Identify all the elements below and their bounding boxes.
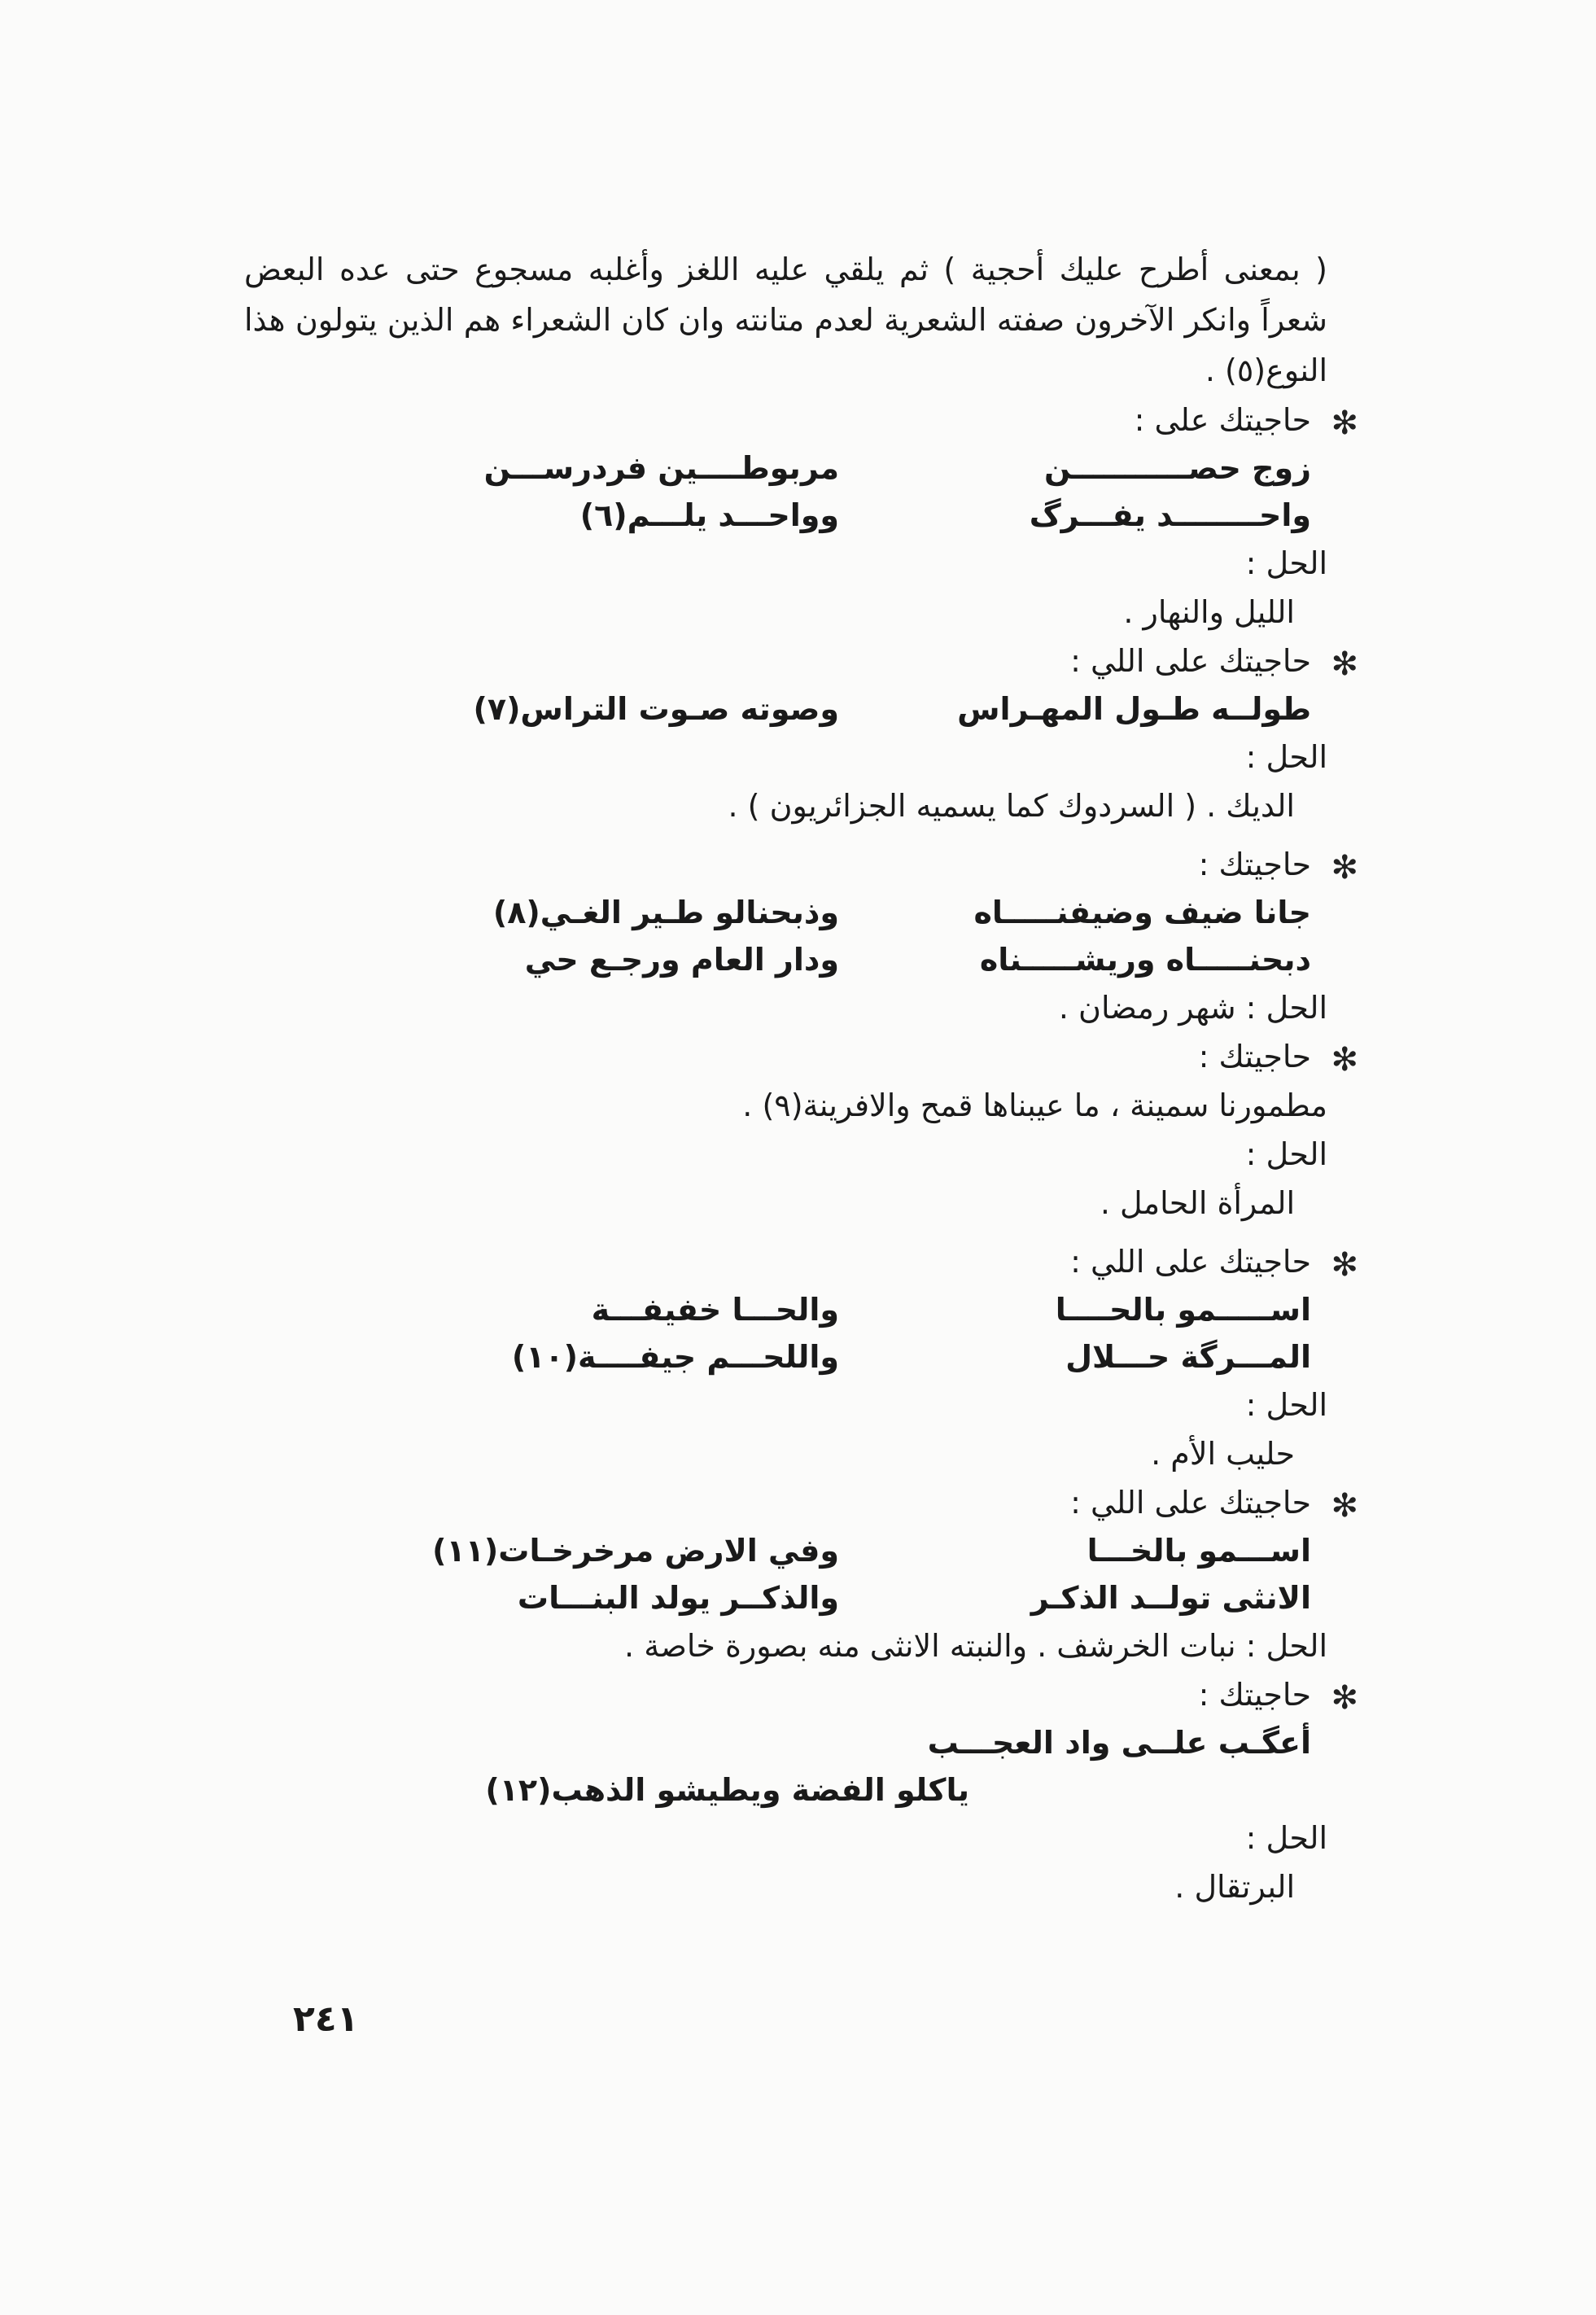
riddle-3-verse-1: [244, 889, 1327, 936]
riddle-6-verse-2: [244, 1574, 1327, 1621]
riddle-2-solution: الديك . ( السردوك كما يسميه الجزائريون ) .: [728, 788, 1295, 824]
riddle-6-solution-text: نبات الخرشف . والنبته الانثى منه بصورة خاصة .: [624, 1628, 1236, 1664]
riddle-1-verse-1-second-half: مربوطــــين فردرســـن: [483, 450, 839, 486]
page-number: ٢٤١: [293, 1998, 359, 2040]
riddle-7-line-1: [244, 1719, 1327, 1766]
asterisk-icon: ✻: [1331, 405, 1358, 442]
asterisk-icon: ✻: [1331, 1487, 1358, 1525]
riddle-6-opening-text: حاجيتك على اللي :: [1070, 1485, 1311, 1521]
riddle-6-opening: [244, 1478, 1358, 1527]
riddle-3-solution: [244, 983, 1327, 1032]
riddle-5-verse-2: [244, 1333, 1327, 1381]
intro-paragraph: ( بمعنى أطرح عليك أحجية ) ثم يلقي عليه اللغز وأغلبه مسجوع حتى عده البعض شعراً وانكر الآخرون صفته الشعرية لعدم متانته وان كان الشعراء هم الذين يتولون هذا النوع(٥) .: [244, 252, 1327, 388]
riddle-5-opening-text: حاجيتك على اللي :: [1070, 1244, 1311, 1280]
riddle-1-opening: [244, 396, 1358, 444]
asterisk-icon: ✻: [1331, 1041, 1358, 1079]
riddle-6-verse-1: [244, 1527, 1327, 1574]
riddle-2-verse-1: [244, 685, 1327, 733]
riddle-2-verse-1-first-half: طولــه طـول المهـراس: [957, 691, 1311, 727]
riddle-5-solution-label: الحل :: [1245, 1387, 1327, 1423]
riddle-6-verse-2-first-half: الانثى تولــد الذكـر: [1030, 1580, 1311, 1616]
riddle-1-verse-2: [244, 492, 1327, 539]
riddle-5-verse-1-second-half: والحـــا خفيفـــة: [591, 1292, 839, 1328]
asterisk-icon: ✻: [1331, 1679, 1358, 1717]
riddle-1-verse-1-first-half: زوج حصـــــــــــن: [1043, 450, 1311, 486]
riddle-3-verse-2-first-half: دبحنـــــاه وريشـــــناه: [979, 942, 1311, 978]
riddle-2-solution-label: الحل :: [1245, 739, 1327, 775]
riddle-2-verse-1-second-half: وصوته صـوت التراس(٧): [473, 691, 839, 727]
riddle-7-solution-label: الحل :: [1245, 1820, 1327, 1856]
riddle-6-verse-1-first-half: اســـمو بالخـــا: [1087, 1533, 1311, 1569]
riddle-1-solution: الليل والنهار .: [1123, 594, 1295, 630]
riddle-3-verse-2: [244, 936, 1327, 983]
riddle-2-opening-text: حاجيتك على اللي :: [1070, 643, 1311, 679]
riddle-7-opening-text: حاجيتك :: [1198, 1677, 1311, 1713]
riddle-5-verse-1: [244, 1286, 1327, 1333]
riddle-1-opening-text: حاجيتك على :: [1134, 402, 1311, 438]
riddle-7-opening: [244, 1670, 1358, 1719]
riddle-3-verse-1-first-half: جانا ضيف وضيفنـــــاه: [973, 895, 1311, 930]
riddle-4-solution: المرأة الحامل .: [1100, 1185, 1295, 1221]
riddle-6-verse-1-second-half: وفي الارض مرخرخـات(١١): [432, 1533, 839, 1569]
riddle-5-opening: [244, 1237, 1358, 1286]
riddle-5-verse-1-first-half: اســـــمو بالحــــا: [1055, 1292, 1311, 1328]
riddle-4-text: مطمورنا سمينة ، ما عيبناها قمح والافرينة(٩) .: [742, 1087, 1327, 1123]
riddle-5-solution: حليب الأم .: [1151, 1436, 1295, 1472]
riddle-6-solution-label: الحل :: [1245, 1628, 1327, 1664]
riddle-7-line-2-text: ياكلو الفضة ويطيشو الذهب(١٢): [485, 1772, 969, 1808]
riddle-7-line-1-text: أعگـب علــى واد العجـــب: [927, 1725, 1311, 1761]
riddle-3-verse-1-second-half: وذبحنالو طـير الغـي(٨): [492, 895, 839, 930]
riddle-1-verse-1: [244, 444, 1327, 492]
riddle-3-opening: [244, 840, 1358, 889]
riddle-1-verse-2-first-half: واحــــــــد يفـــرگ: [1029, 497, 1311, 533]
riddle-4-solution-label: الحل :: [1245, 1136, 1327, 1172]
riddle-1-solution-label: الحل :: [1245, 545, 1327, 581]
riddle-5-verse-2-second-half: واللحـــم جيفــــة(١٠): [511, 1339, 839, 1375]
riddle-1-verse-2-second-half: وواحـــد يلـــم(٦): [579, 497, 839, 533]
riddle-3-solution-label: الحل :: [1245, 990, 1327, 1026]
asterisk-icon: ✻: [1331, 849, 1358, 886]
riddle-4-opening: [244, 1032, 1358, 1081]
riddle-7-line-2: [244, 1766, 1327, 1814]
asterisk-icon: ✻: [1331, 645, 1358, 683]
riddle-7-solution: البرتقال .: [1174, 1869, 1295, 1905]
riddle-2-opening: [244, 637, 1358, 685]
riddle-4-opening-text: حاجيتك :: [1198, 1039, 1311, 1074]
riddle-6-verse-2-second-half: والذكــر يولد البنـــات: [517, 1580, 839, 1616]
riddle-6-solution: [244, 1621, 1327, 1670]
asterisk-icon: ✻: [1331, 1246, 1358, 1284]
riddle-3-verse-2-second-half: ودار العام ورجـع حي: [524, 942, 839, 978]
riddle-5-verse-2-first-half: المـــرگة حـــلال: [1065, 1339, 1311, 1375]
page-content: [244, 244, 1358, 1911]
riddle-3-opening-text: حاجيتك :: [1198, 847, 1311, 882]
riddle-3-solution-text: شهر رمضان .: [1058, 990, 1236, 1026]
